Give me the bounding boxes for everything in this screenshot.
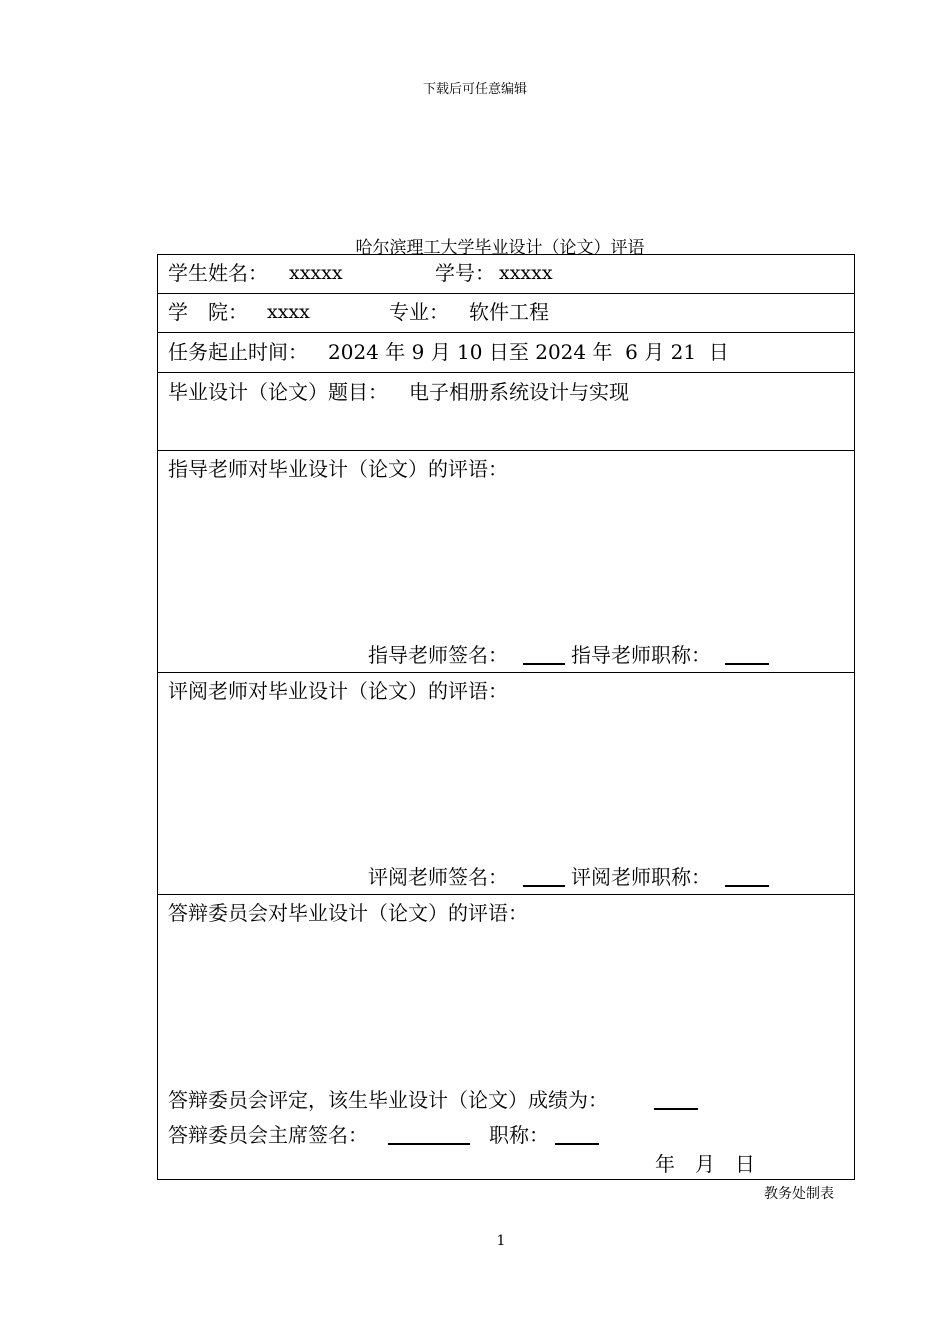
major-label: 专业：: [389, 300, 449, 324]
advisor-title-label: 指导老师职称：: [571, 643, 711, 667]
committee-chair-signature-label: 答辩委员会主席签名：: [168, 1123, 368, 1147]
major-value: 软件工程: [469, 300, 549, 324]
committee-chair-signature-blank[interactable]: [388, 1125, 470, 1145]
period-label: 任务起止时间：: [168, 340, 308, 364]
college-value: xxxx: [267, 301, 310, 323]
topic-value: 电子相册系统设计与实现: [409, 380, 629, 404]
committee-title-blank[interactable]: [555, 1125, 599, 1145]
advisor-signature-blank[interactable]: [523, 645, 565, 665]
topic-label: 毕业设计（论文）题目：: [168, 380, 388, 404]
form-title: 哈尔滨理工大学毕业设计（论文）评语: [355, 238, 645, 258]
reviewer-comment-label: 评阅老师对毕业设计（论文）的评语：: [168, 679, 508, 703]
committee-section: [158, 895, 854, 1179]
committee-comment-label: 答辩委员会对毕业设计（论文）的评语：: [168, 901, 528, 925]
page-number: 1: [496, 1233, 506, 1249]
college-row: [158, 294, 854, 333]
student-name-label: 学生姓名：: [168, 261, 268, 285]
reviewer-signature-label: 评阅老师签名：: [368, 865, 508, 889]
advisor-title-blank[interactable]: [725, 645, 769, 665]
committee-date: 年 月 日: [655, 1152, 755, 1176]
header-note: 下载后可任意编辑: [422, 82, 527, 97]
evaluation-form: [157, 254, 855, 1180]
college-label: 学 院：: [168, 300, 248, 324]
student-row: [158, 255, 854, 294]
reviewer-signature-blank[interactable]: [523, 867, 565, 887]
reviewer-comment-section: [158, 673, 854, 895]
period-value: 2024 年 9 月 10 日至 2024 年 6 月 21 日: [328, 340, 729, 364]
advisor-signature-label: 指导老师签名：: [368, 643, 508, 667]
reviewer-title-blank[interactable]: [725, 867, 769, 887]
student-id-label: 学号：: [435, 261, 495, 285]
student-id-value: xxxxx: [499, 262, 553, 284]
student-name-value: xxxxx: [289, 262, 343, 284]
period-row: [158, 333, 854, 373]
advisor-comment-label: 指导老师对毕业设计（论文）的评语：: [168, 457, 508, 481]
topic-row: [158, 373, 854, 451]
footer-note: 教务处制表: [764, 1186, 834, 1202]
committee-grade-label: 答辩委员会评定，该生毕业设计（论文）成绩为：: [168, 1088, 608, 1112]
committee-grade-blank[interactable]: [654, 1090, 698, 1110]
reviewer-title-label: 评阅老师职称：: [571, 865, 711, 889]
advisor-comment-section: [158, 451, 854, 673]
committee-title-label: 职称：: [489, 1123, 549, 1147]
